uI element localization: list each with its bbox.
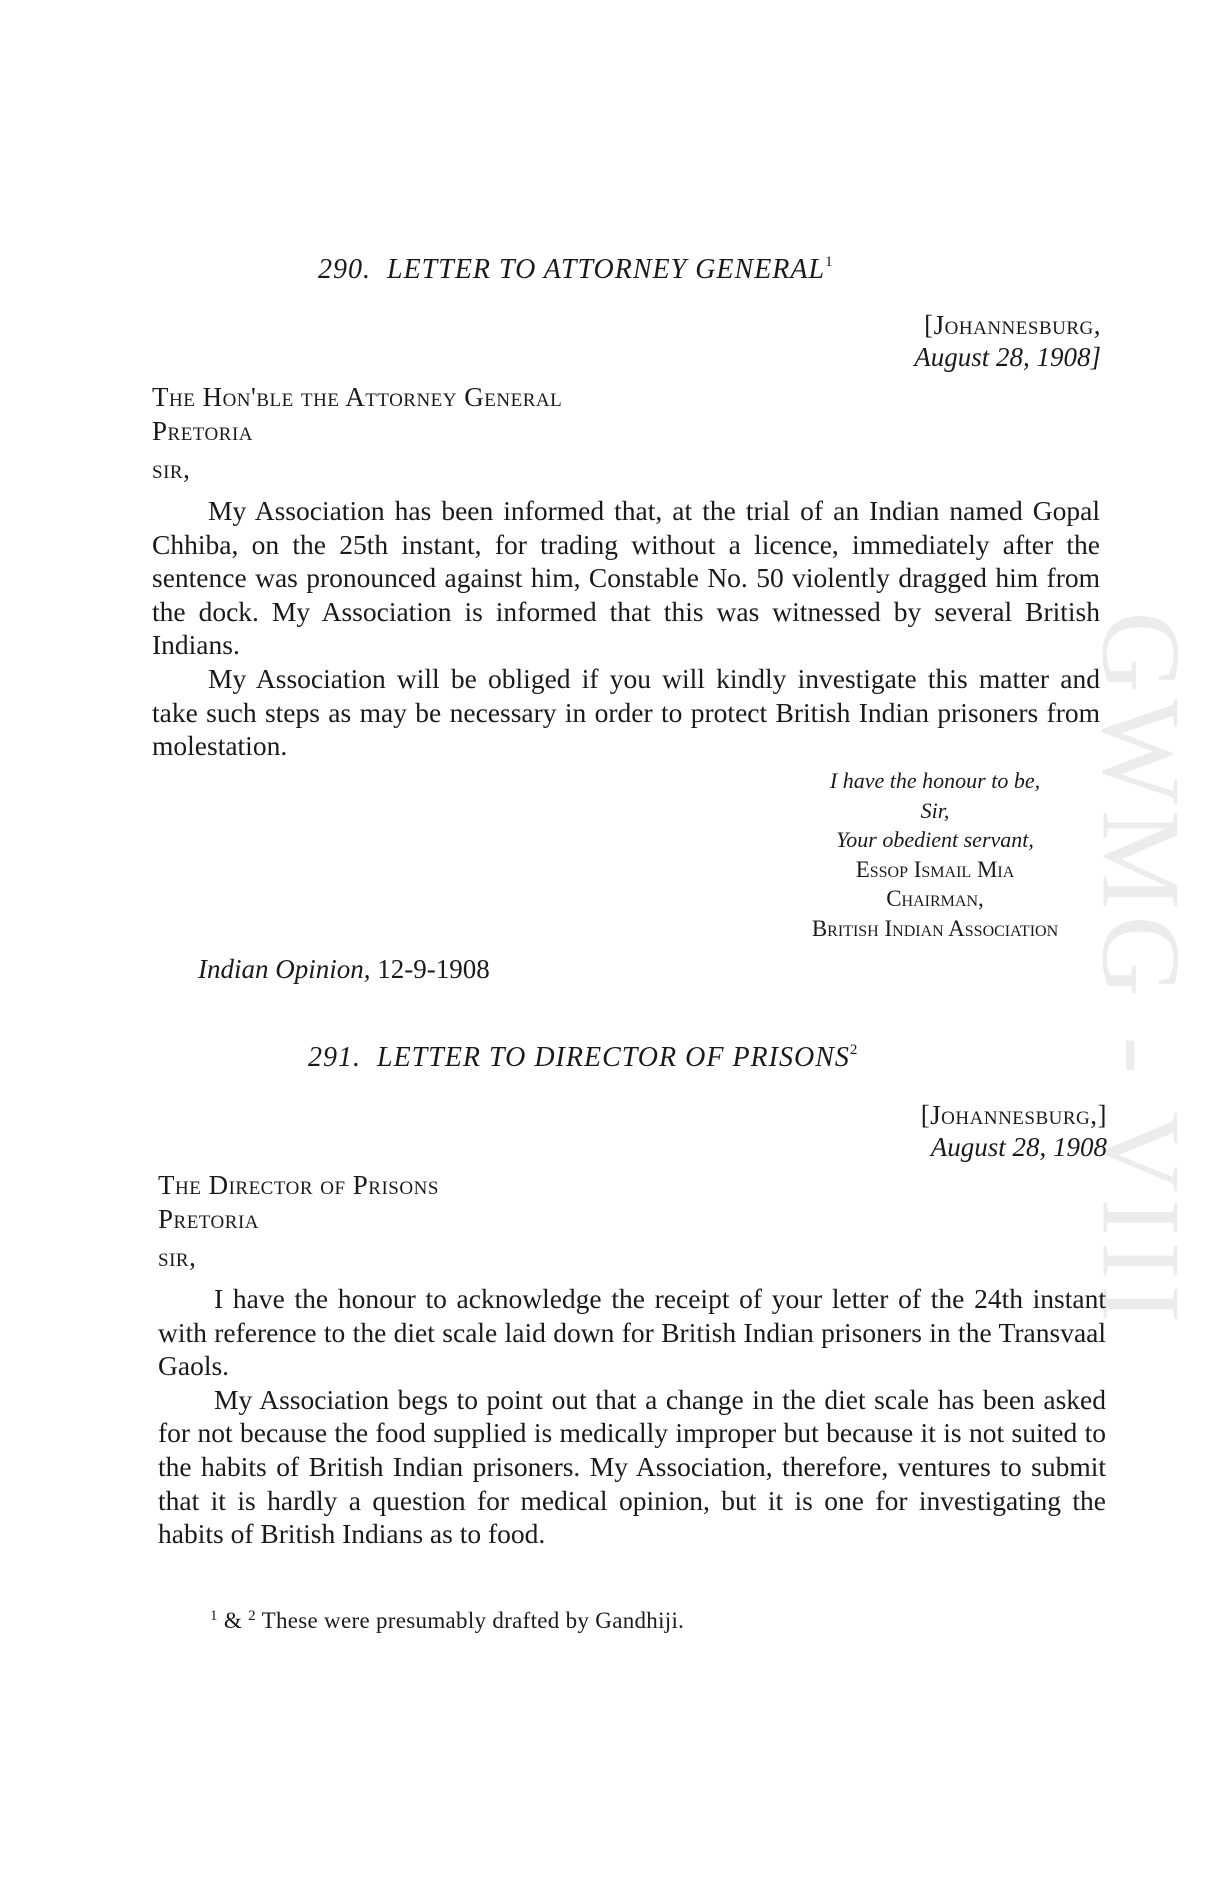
letter-290-title <box>318 254 834 286</box>
letter-291-salutation: sir, <box>158 1242 197 1272</box>
letter-number: 290. <box>318 254 371 285</box>
letter-291-body <box>158 1282 1106 1551</box>
letter-title: LETTER TO ATTORNEY GENERAL <box>387 254 826 285</box>
letter-number: 291. <box>308 1042 361 1073</box>
footnote <box>210 1608 684 1634</box>
footnote-text: These were presumably drafted by Gandhiji. <box>261 1608 685 1633</box>
footnote-ampersand: & <box>223 1608 243 1633</box>
letter-291-date: August 28, 1908 <box>930 1132 1107 1162</box>
letter-291-title <box>308 1042 858 1074</box>
letter-290-body <box>152 494 1100 763</box>
letter-291-place: [Johannesburg,] <box>920 1100 1107 1130</box>
letter-290-addressee-city: Pretoria <box>152 416 253 446</box>
letter-290-place: [Johannesburg, <box>924 310 1101 340</box>
footnote-ref-1: 1 <box>210 1608 218 1624</box>
letter-290-date: August 28, 1908] <box>914 342 1101 372</box>
closing-line: I have the honour to be, <box>829 768 1041 793</box>
footnote-ref-2: 2 <box>248 1608 256 1624</box>
letter-291-addressee: The Director of Prisons <box>158 1170 439 1200</box>
source-publication: Indian Opinion, <box>198 954 371 984</box>
paragraph: My Association begs to point out that a change in the diet scale has been asked for not because the food supplied is medically improper but because it is not suited to the habits of British Indian prisoners. My Association, therefore, ventures to submit that it is hardly a question for medical opinion, but it is one for investigating the habits of British Indians as to food. <box>158 1383 1106 1550</box>
signatory-name: Essop Ismail Mia <box>855 856 1015 882</box>
signatory-title: Chairman, <box>886 886 984 911</box>
letter-290-addressee: The Hon'ble the Attorney General <box>152 382 563 412</box>
letter-290-source <box>198 954 490 985</box>
letter-290-closing <box>790 766 1080 943</box>
footnote-ref: 1 <box>825 254 834 270</box>
letter-title: LETTER TO DIRECTOR OF PRISONS <box>377 1042 850 1073</box>
letter-290-salutation: sir, <box>152 454 191 484</box>
paragraph: My Association has been informed that, at the trial of an Indian named Gopal Chhiba, on the 25th instant, for trading without a licence, immediately after the sentence was pronounced against him, Constable No. 50 violently dragged him from the dock. My Association is informed that this was witnessed by several British Indians. <box>152 495 1100 661</box>
closing-line: Sir, <box>920 797 950 823</box>
watermark-text: GWMG - VIII <box>1078 611 1203 1329</box>
signatory-org: British Indian Association <box>811 915 1059 941</box>
paragraph: My Association will be obliged if you will kindly investigate this matter and take such steps as may be necessary in order to protect British Indian prisoners from molestation. <box>152 662 1100 762</box>
letter-291-addressee-city: Pretoria <box>158 1204 259 1234</box>
source-date: 12-9-1908 <box>377 954 490 984</box>
paragraph: I have the honour to acknowledge the receipt of your letter of the 24th instant with reference to the diet scale laid down for British Indian prisoners in the Transvaal Gaols. <box>158 1283 1106 1382</box>
closing-line: Your obedient servant, <box>836 827 1034 852</box>
footnote-ref: 2 <box>849 1042 859 1058</box>
